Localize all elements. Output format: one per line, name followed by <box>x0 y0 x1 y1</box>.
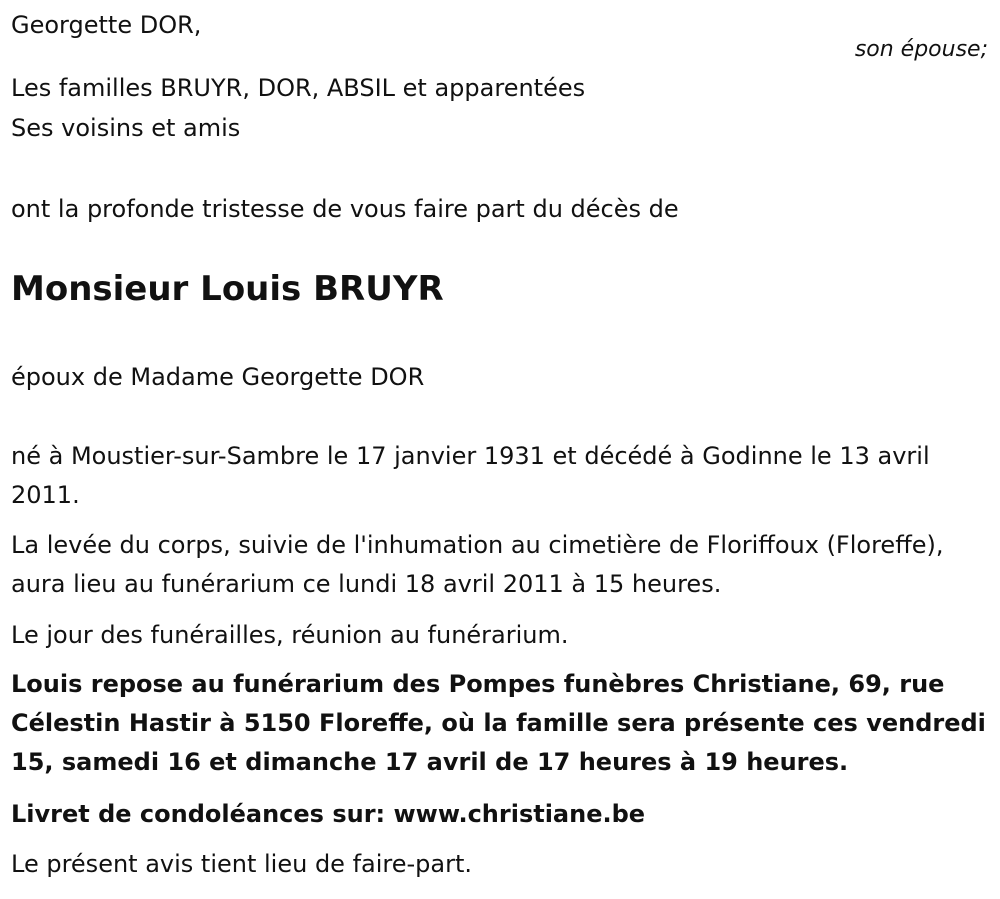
reunion-line: Le jour des funérailles, réunion au funérarium. <box>11 621 569 649</box>
deceased-name: Monsieur Louis BRUYR <box>11 269 444 309</box>
relation-label: son épouse; <box>854 37 988 62</box>
announcement-text: ont la profonde tristesse de vous faire part du décès de <box>11 195 679 223</box>
visitation-paragraph: Louis repose au funérarium des Pompes funèbres Christiane, 69, rue Célestin Hastir à 5150 Floreffe, où la famille sera présente ces vendredi 15, samedi 16 et dimanche 17 avril de 17 heures à 19 heures. <box>11 670 986 776</box>
families-line: Les familles BRUYR, DOR, ABSIL et apparentées <box>11 74 586 102</box>
ceremony-paragraph: La levée du corps, suivie de l'inhumation au cimetière de Floriffoux (Floreffe), aura lieu au funérarium ce lundi 18 avril 2011 à 15 heures. <box>11 531 944 598</box>
neighbors-line: Ses voisins et amis <box>11 114 241 142</box>
closing-line: Le présent avis tient lieu de faire-part. <box>11 850 473 878</box>
spouse-line: époux de Madame Georgette DOR <box>11 363 425 391</box>
birth-death-paragraph: né à Moustier-sur-Sambre le 17 janvier 1931 et décédé à Godinne le 13 avril 2011. <box>11 442 930 509</box>
condolences-line: Livret de condoléances sur: www.christiane.be <box>11 800 646 828</box>
family-member-line: Georgette DOR, <box>11 11 202 39</box>
